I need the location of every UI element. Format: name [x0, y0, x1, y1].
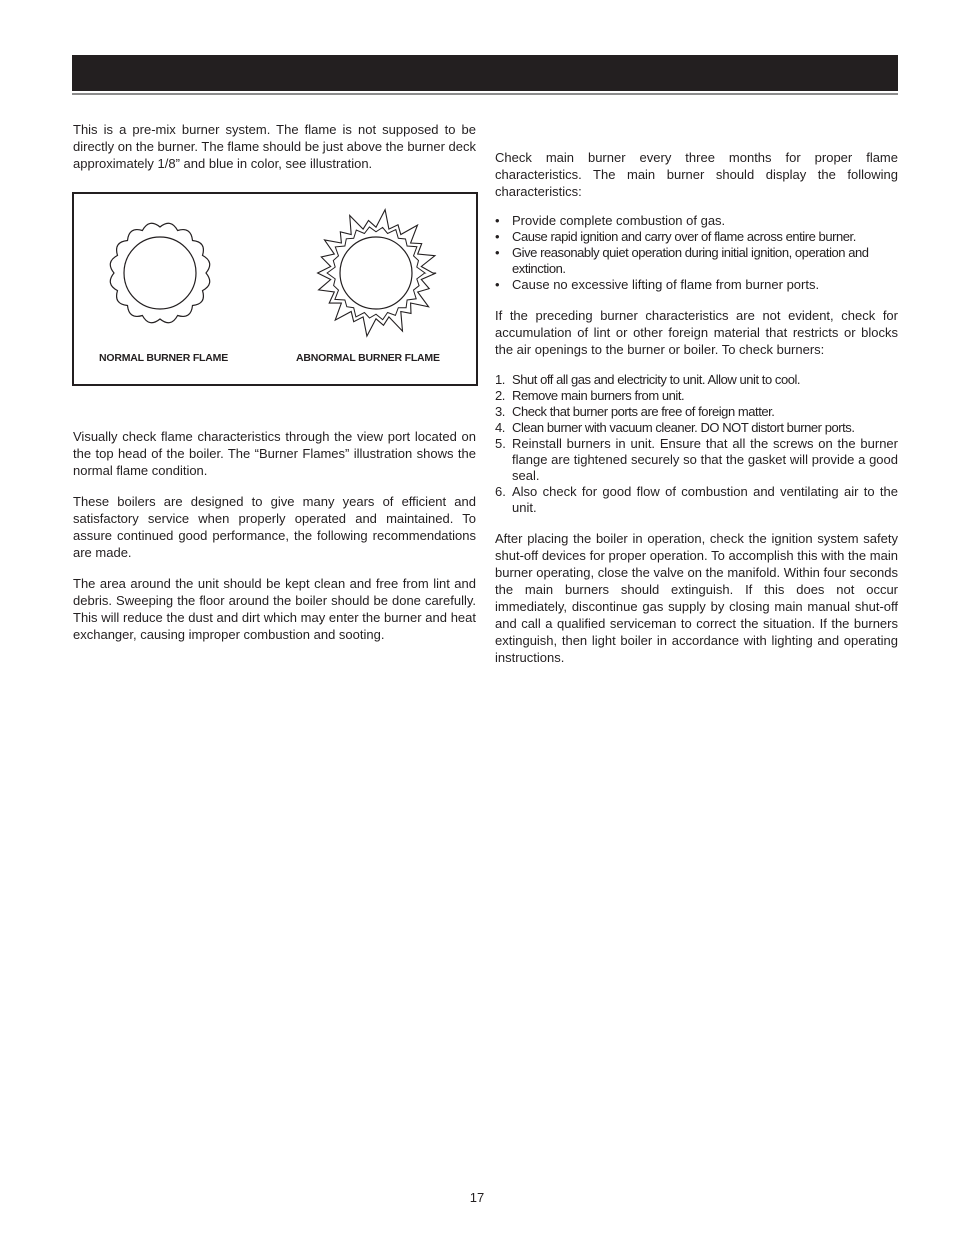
right-paragraph-2: After placing the boiler in operation, check the ignition system safety shut-off devices for proper operation. To accomplish this with the main burner operating, close the valve on the manifold. Within four seconds the main burners should extinguish. If this does not occur immediately, discontinue gas supply by closing main manual shut-off and call a qualified serviceman to correct the situation. If the burners extinguish, then light boiler in accordance with lighting and operating instructions.	[495, 531, 898, 665]
left-paragraph-1: Visually check flame characteristics through the view port located on the top head of the boiler. The “Burner Flames” illustration shows the normal flame condition.	[73, 429, 476, 478]
right-paragraph-1: If the preceding burner characteristics are not evident, check for accumulation of lint or other foreign material that restricts or blocks the air openings to the burner or boiler. To check burners:	[495, 308, 898, 357]
normal-burner-flame-caption: NORMAL BURNER FLAME	[99, 352, 228, 364]
header-bar	[72, 55, 898, 91]
bullet-icon: •	[495, 277, 500, 292]
header-rule	[72, 93, 898, 95]
list-item	[495, 277, 898, 293]
normal-flame-halo	[110, 223, 209, 322]
left-intro-paragraph: This is a pre-mix burner system. The flame is not supposed to be directly on the burner. The flame should be just above the burner deck approximately 1/8” and blue in color, see illustration.	[73, 122, 477, 171]
list-item-text: Cause rapid ignition and carry over of flame across entire burner.	[512, 229, 856, 244]
list-item	[495, 229, 898, 245]
step-text: Also check for good flow of combustion and ventilating air to the unit.	[512, 484, 898, 515]
step-number: 1.	[495, 372, 505, 387]
step-number: 2.	[495, 388, 505, 403]
page-number: 17	[469, 1190, 485, 1205]
left-intro-block	[73, 121, 476, 172]
step-text: Remove main burners from unit.	[512, 388, 685, 403]
step-number: 5.	[495, 436, 506, 451]
list-item	[495, 388, 898, 404]
normal-burner-circle	[124, 237, 196, 309]
left-body-block	[73, 428, 476, 643]
abnormal-burner-flame-caption: ABNORMAL BURNER FLAME	[296, 352, 440, 364]
list-item	[495, 404, 898, 420]
right-intro-paragraph: Check main burner every three months for proper flame characteristics. The main burner should display the following characteristics:	[495, 150, 898, 199]
list-item	[495, 245, 898, 277]
step-text: Clean burner with vacuum cleaner. DO NOT distort burner ports.	[512, 420, 855, 435]
step-text: Check that burner ports are free of foreign matter.	[512, 404, 775, 419]
burner-characteristics-list	[495, 213, 898, 293]
bullet-icon: •	[495, 229, 500, 244]
bullet-icon: •	[495, 245, 500, 260]
list-item-text: Provide complete combustion of gas.	[512, 213, 726, 228]
abnormal-flame-outer	[318, 210, 437, 336]
left-paragraph-3: The area around the unit should be kept clean and free from lint and debris. Sweeping the floor around the boiler should be done carefully. This will reduce the dust and dirt which may enter the burner and heat exchanger, causing improper combustion and sooting.	[73, 576, 476, 642]
list-item	[495, 436, 898, 484]
list-item	[495, 484, 898, 516]
step-text: Shut off all gas and electricity to unit. Allow unit to cool.	[512, 372, 801, 387]
bullet-icon: •	[495, 213, 500, 228]
list-item	[495, 372, 898, 388]
step-number: 4.	[495, 420, 505, 435]
list-item-text: Cause no excessive lifting of flame from burner ports.	[512, 277, 820, 292]
burner-flames-figure	[72, 192, 478, 386]
left-paragraph-2: These boilers are designed to give many years of efficient and satisfactory service when properly operated and maintained. To assure continued good performance, the following recommendations are made.	[73, 494, 476, 560]
list-item	[495, 420, 898, 436]
step-text: Reinstall burners in unit. Ensure that all the screws on the burner flange are tightened securely so that the gasket will provide a good seal.	[512, 436, 898, 483]
abnormal-burner-circle	[340, 237, 412, 309]
list-item	[495, 213, 898, 229]
step-number: 6.	[495, 484, 506, 499]
burner-check-steps	[495, 372, 898, 516]
right-column-block	[495, 149, 898, 666]
step-number: 3.	[495, 404, 505, 419]
list-item-text: Give reasonably quiet operation during initial ignition, operation and extinction.	[512, 245, 869, 276]
